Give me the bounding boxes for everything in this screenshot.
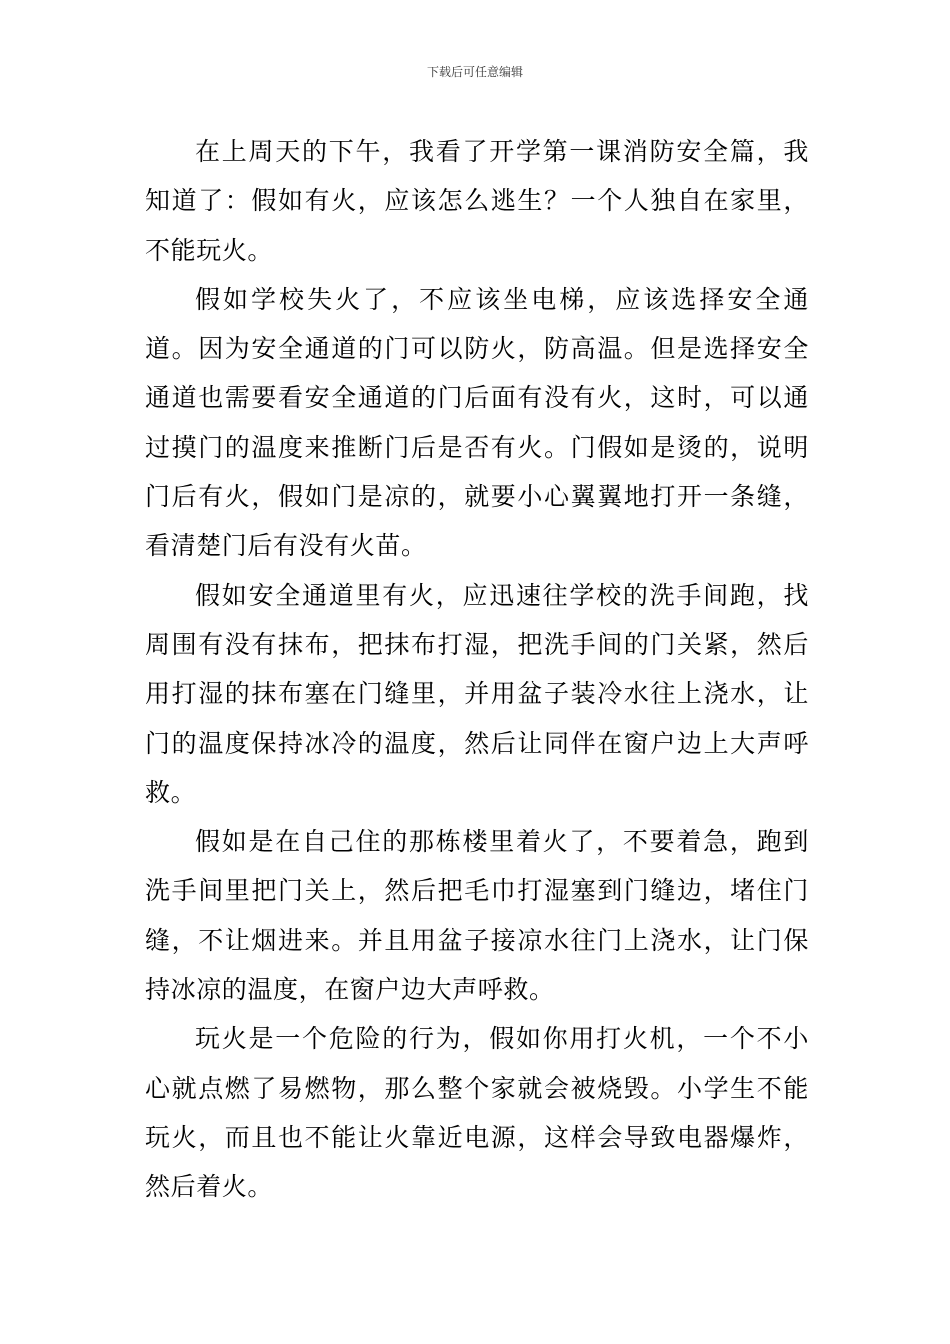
paragraph: 玩火是一个危险的行为，假如你用打火机，一个不小心就点燃了易燃物，那么整个家就会被烧毁。小学生不能玩火，而且也不能让火靠近电源，这样会导致电器爆炸，然后着火。 bbox=[145, 1024, 809, 1202]
paragraph: 假如安全通道里有火，应迅速往学校的洗手间跑，找周围有没有抹布，把抹布打湿，把洗手间的门关紧，然后用打湿的抹布塞在门缝里，并用盆子装冷水往上浇水，让门的温度保持冰冷的温度，然后让同伴在窗户边上大声呼救。 bbox=[145, 580, 809, 807]
paragraph: 在上周天的下午，我看了开学第一课消防安全篇，我知道了：假如有火，应该怎么逃生？一个人独自在家里，不能玩火。 bbox=[145, 137, 809, 265]
document-body bbox=[145, 127, 809, 1212]
paragraph: 假如学校失火了，不应该坐电梯，应该选择安全通道。因为安全通道的门可以防火，防高温。但是选择安全通道也需要看安全通道的门后面有没有火，这时，可以通过摸门的温度来推断门后是否有火。门假如是烫的，说明门后有火，假如门是凉的，就要小心翼翼地打开一条缝，看清楚门后有没有火苗。 bbox=[145, 284, 809, 561]
paragraph: 假如是在自己住的那栋楼里着火了，不要着急，跑到洗手间里把门关上，然后把毛巾打湿塞到门缝边，堵住门缝，不让烟进来。并且用盆子接凉水往门上浇水，让门保持冰凉的温度，在窗户边大声呼救。 bbox=[145, 827, 809, 1005]
page-header-note: 下载后可任意编辑 bbox=[426, 65, 523, 79]
